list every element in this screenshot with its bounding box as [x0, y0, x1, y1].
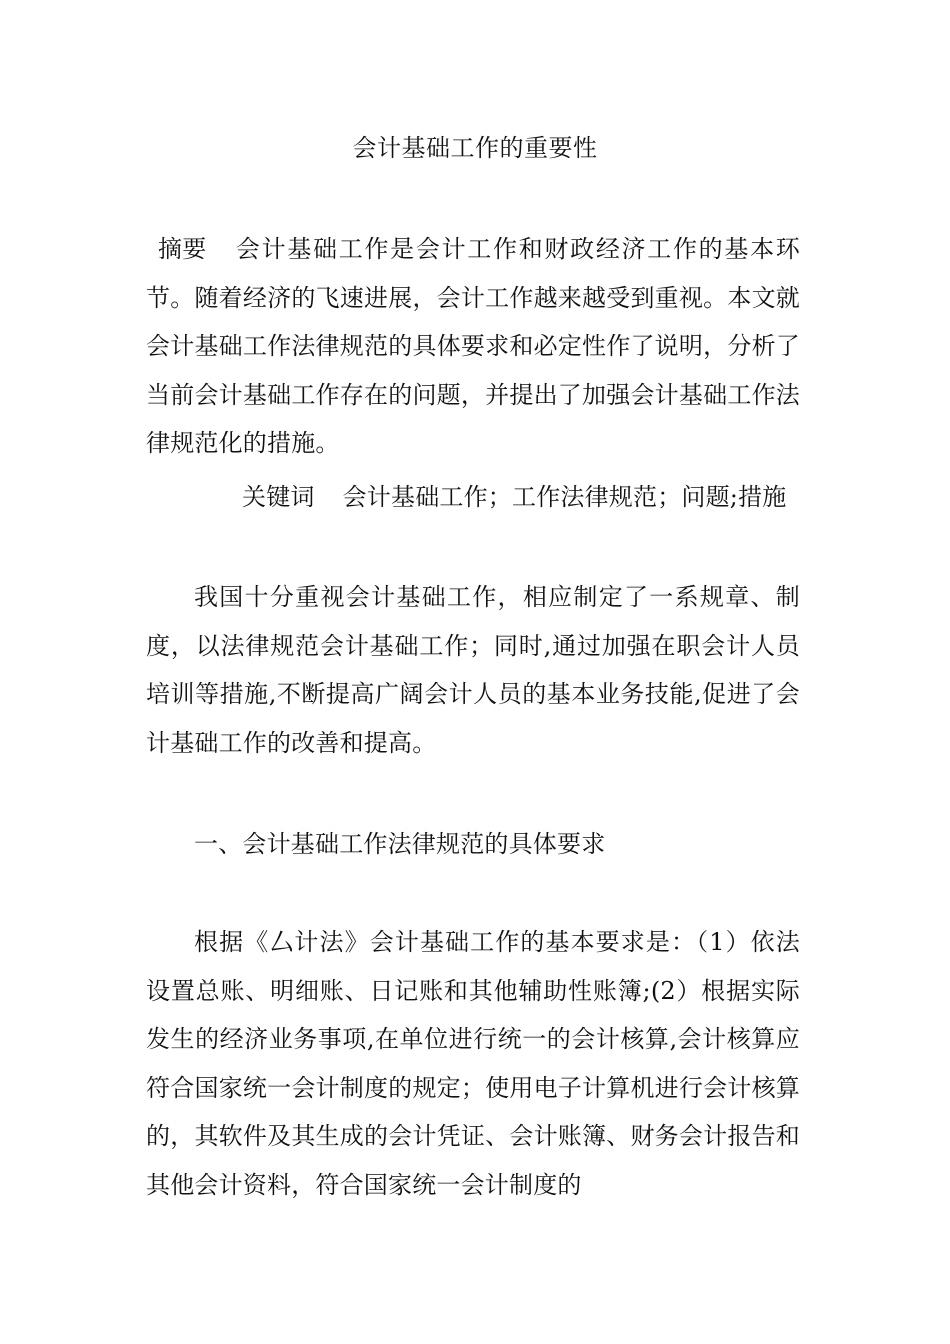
keywords-label: 关键词 [242, 483, 315, 511]
abstract-section [146, 225, 800, 468]
abstract-label: 摘要 [158, 235, 207, 263]
keywords-text: 会计基础工作；工作法律规范；问题;措施 [342, 483, 787, 511]
keywords-paragraph [146, 473, 800, 522]
intro-paragraph: 我国十分重视会计基础工作，相应制定了一系规章、制度，以法律规范会计基础工作；同时,通过加强在职会计人员培训等措施,不断提高广阔会计人员的基本业务技能,促进了会计基础工作的改善和提高。 [146, 583, 800, 757]
section-heading-block [146, 820, 800, 869]
law-requirements-section [146, 918, 800, 1209]
document-title: 会计基础工作的重要性 [352, 134, 598, 162]
abstract-paragraph [146, 225, 800, 468]
keywords-section [146, 473, 800, 522]
abstract-text: 会计基础工作是会计工作和财政经济工作的基本环节。随着经济的飞速进展，会计工作越来越受到重视。本文就会计基础工作法律规范的具体要求和必定性作了说明，分析了当前会计基础工作存在的问题，并提出了加强会计基础工作法律规范化的措施。 [146, 235, 800, 457]
law-requirements-paragraph: 根据《厶计法》会计基础工作的基本要求是：（1）依法设置总账、明细账、日记账和其他辅助性账簿;(2）根据实际发生的经济业务事项,在单位进行统一的会计核算,会计核算应符合国家统一会计制度的规定；使用电子计算机进行会计核算的，其软件及其生成的会计凭证、会计账簿、财务会计报告和其他会计资料，符合国家统一会计制度的 [146, 928, 800, 1199]
intro-section [146, 573, 800, 767]
section-heading: 一、会计基础工作法律规范的具体要求 [194, 830, 606, 858]
